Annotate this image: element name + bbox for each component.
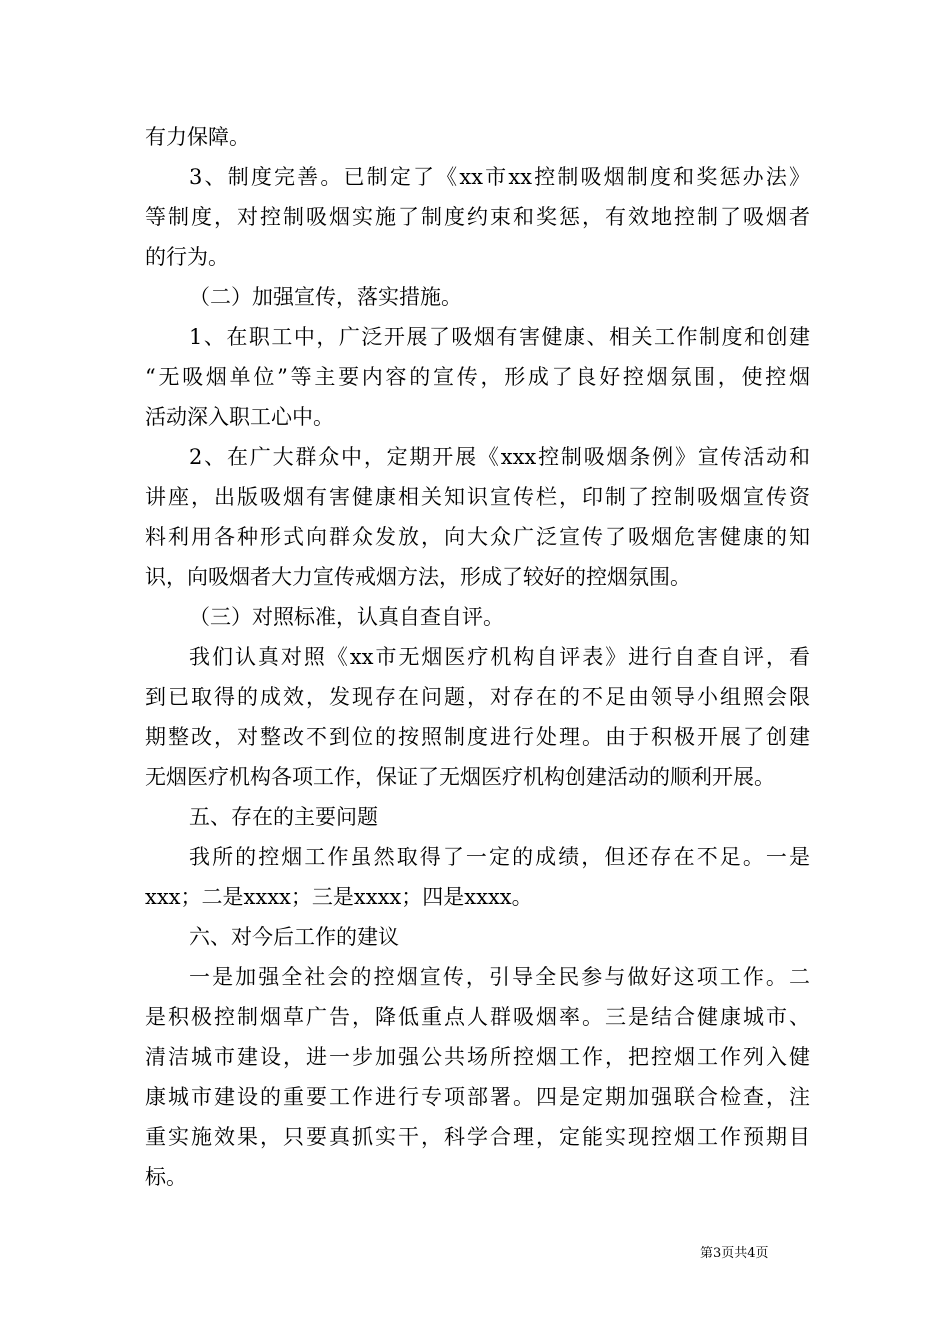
paragraph-line: 清洁城市建设，进一步加强公共场所控烟工作，把控烟工作列入健 [145, 1045, 810, 1069]
paragraph-line: 3、制度完善。已制定了《xx市xx控制吸烟制度和奖惩办法》 [189, 165, 810, 189]
paragraph-line: 识，向吸烟者大力宣传戒烟方法，形成了较好的控烟氛围。 [145, 565, 691, 589]
paragraph-line: 到已取得的成效，发现存在问题，对存在的不足由领导小组照会限 [145, 685, 810, 709]
section-heading: 五、存在的主要问题 [189, 805, 378, 829]
paragraph-line: 等制度，对控制吸烟实施了制度约束和奖惩，有效地控制了吸烟者 [145, 205, 810, 229]
paragraph-line: 康城市建设的重要工作进行专项部署。四是定期加强联合检查，注 [145, 1085, 810, 1109]
paragraph-line: 2、在广大群众中，定期开展《xxx控制吸烟条例》宣传活动和 [189, 445, 810, 469]
paragraph-line: 有力保障。 [145, 125, 250, 149]
paragraph-line: 重实施效果，只要真抓实干，科学合理，定能实现控烟工作预期目 [145, 1125, 810, 1149]
paragraph-line: 无烟医疗机构各项工作，保证了无烟医疗机构创建活动的顺利开展。 [145, 765, 775, 789]
paragraph-line: 我所的控烟工作虽然取得了一定的成绩，但还存在不足。一是 [189, 845, 810, 869]
paragraph-line: 我们认真对照《xx市无烟医疗机构自评表》进行自查自评，看 [189, 645, 810, 669]
page-number: 第3页共4页 [700, 1246, 769, 1261]
paragraph-line: 的行为。 [145, 245, 229, 269]
paragraph-line: 一是加强全社会的控烟宣传，引导全民参与做好这项工作。二 [189, 965, 810, 989]
paragraph-line: 是积极控制烟草广告，降低重点人群吸烟率。三是结合健康城市、 [145, 1005, 810, 1029]
paragraph-line: “无吸烟单位”等主要内容的宣传，形成了良好控烟氛围，使控烟 [145, 365, 810, 389]
paragraph-line: 标。 [145, 1165, 187, 1189]
paragraph-line: xxx；二是xxxx；三是xxxx；四是xxxx。 [145, 885, 533, 909]
paragraph-line: 活动深入职工心中。 [145, 405, 334, 429]
section-heading: （二）加强宣传，落实措施。 [189, 285, 462, 309]
paragraph-line: 料利用各种形式向群众发放，向大众广泛宣传了吸烟危害健康的知 [145, 525, 810, 549]
section-heading: 六、对今后工作的建议 [189, 925, 399, 949]
paragraph-line: 讲座，出版吸烟有害健康相关知识宣传栏，印制了控制吸烟宣传资 [145, 485, 810, 509]
paragraph-line: 1、在职工中，广泛开展了吸烟有害健康、相关工作制度和创建 [189, 325, 810, 349]
section-heading: （三）对照标准，认真自查自评。 [189, 605, 504, 629]
paragraph-line: 期整改，对整改不到位的按照制度进行处理。由于积极开展了创建 [145, 725, 810, 749]
